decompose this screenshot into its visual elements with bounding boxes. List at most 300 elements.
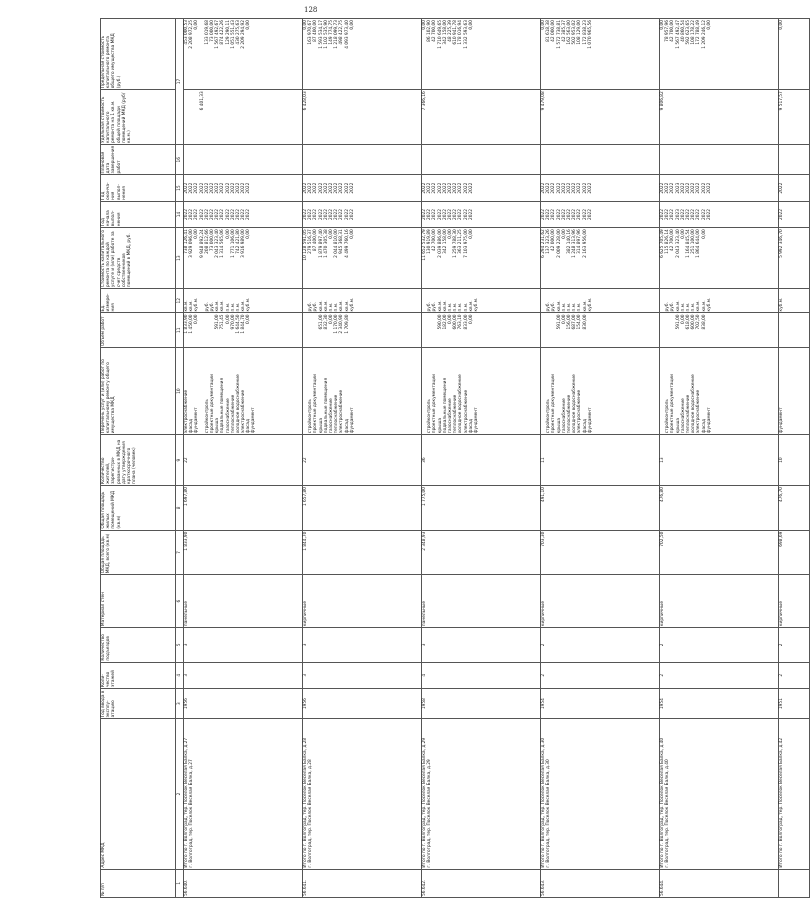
cost-cell-line: 0,00 (194, 229, 200, 239)
column-number-cell: 13 (176, 228, 184, 289)
volume-cell-line: 751,45 (220, 314, 226, 330)
year-end-cell (660, 175, 779, 201)
year-end-cell-line: 2022 (468, 182, 474, 194)
cost-cell (541, 228, 660, 289)
volume-cell-line: 838,00 (701, 314, 707, 330)
cost-cell-line: 945 368,31 (339, 229, 345, 254)
year-end-cell-line: 2022 (453, 182, 459, 194)
wall-material-cell: панельные (422, 575, 541, 628)
volume-cell-line: 591,00 (215, 314, 221, 330)
cost-cell-line: 137 323,26 (546, 229, 552, 254)
cost-cell-line: 7 103 975,00 (463, 229, 469, 258)
year-end-cell-line: 2022 (551, 182, 557, 194)
table-row (541, 19, 660, 898)
cost-cell-line: 87 400,00 (313, 229, 319, 252)
works-cell-line: проектные документации (670, 374, 676, 434)
limit-cost-cell (541, 19, 660, 90)
works-cell-line: фасад (189, 418, 195, 434)
year-end-cell (184, 175, 303, 201)
row-number: 56.641. (303, 869, 422, 897)
works-cell-line: электроснабжение (339, 389, 345, 434)
year-built-cell: 1951 (779, 688, 810, 718)
unit-cost-cell-line: 9 806,82 (660, 91, 665, 111)
limit-cost-cell-line: 2 208 972,25 (189, 20, 195, 49)
limit-cost-cell-line: 42 000,00 (551, 20, 557, 42)
works-cell-line: проектные документации (432, 374, 438, 434)
unit-cell-line: руб. (427, 302, 433, 312)
unit-cell-line: кв.м. (339, 300, 345, 312)
limit-cost-cell-line: 172 788,49 (696, 20, 702, 45)
works-cell-line: теплоснабжение (453, 394, 459, 434)
header-cell: Перечень услуг и (или) работ по капитальному ремонту общего имущества МКД (101, 347, 176, 434)
year-end-cell-line: 2022 (308, 182, 314, 194)
limit-cost-cell (660, 19, 779, 90)
year-end-cell-line: 2022 (706, 182, 712, 194)
volume-cell-line: 830,00 (582, 314, 588, 330)
year-start-cell-line: 2022 (184, 209, 189, 220)
page-number: 128 (304, 6, 318, 14)
limit-cost-cell-line: 86 102,90 (427, 20, 433, 42)
table-row (660, 19, 779, 898)
living-area-cell: 491,10 (541, 485, 660, 530)
address-cell-line: Итого по г. Волгоград, тер. Поселок Веселая Балка, д.40 (660, 737, 665, 868)
wall-material-cell: панельные (184, 575, 303, 628)
year-start-cell-line: 2022 (339, 209, 345, 220)
volume-cell-line: 0,00 (225, 314, 231, 325)
unit-cell (541, 289, 660, 313)
year-end-cell-line: 2022 (577, 182, 583, 194)
limit-cost-cell (184, 19, 303, 90)
works-cell-line: фундамент (473, 407, 479, 434)
year-start-cell-line: 2022 (194, 209, 200, 220)
year-start-cell-line: 2022 (225, 209, 231, 220)
limit-cost-cell-line: 87 400,00 (313, 20, 319, 42)
unit-cell-line: п.м. (328, 302, 334, 312)
cost-cell-line: 3 929 096,00 (189, 229, 195, 258)
total-area-cell: 702,50 (660, 530, 779, 575)
entrances-cell: 3 (303, 628, 422, 663)
cost-cell-line: 1 164 845,54 (685, 229, 691, 258)
works-cell-line: фундамент (194, 407, 200, 434)
volume-cell-line: 1 844,70 (241, 314, 247, 334)
residents-cell: 13 (660, 435, 779, 486)
volume-cell-line: 702,50 (696, 314, 702, 330)
works-cell (660, 347, 779, 434)
header-cell: Адрес МКД (101, 719, 176, 869)
entrances-cell: 3 (184, 628, 303, 663)
works-cell-line: газоснабжение (328, 398, 334, 434)
unit-cost-cell-line: 6 428,03 (303, 91, 308, 111)
header-cell: Общая площадь МКД, всего (кв.м) (101, 530, 176, 575)
volume-cell-line: 182,00 (442, 314, 448, 330)
year-start-cell-line (474, 203, 479, 226)
volume-cell-line: 0,00 (561, 314, 567, 325)
works-cell (541, 347, 660, 434)
row-number (779, 869, 810, 897)
year-start-cell-line: 2022 (665, 209, 671, 220)
column-number-cell: 15 (176, 175, 184, 201)
unit-cell-line: п.м. (680, 302, 686, 312)
year-end-cell-line: 2022 (437, 182, 443, 194)
works-cell-line: крыша (556, 417, 562, 434)
year-end-cell-line: 2022 (541, 182, 546, 194)
limit-cost-cell-line: 1 567 492,47 (675, 20, 681, 49)
unit-cost-cell-line (350, 91, 355, 143)
works-cell-line: фасад (344, 418, 350, 434)
volume-cell-line: 154,00 (577, 314, 583, 330)
total-area-cell: 703,30 (541, 530, 660, 575)
address-cell (422, 719, 541, 869)
volume-cell-line: 1 450,00 (189, 314, 195, 334)
year-end-cell-line: 2022 (691, 182, 697, 194)
limit-cost-cell-line: 1 593 534,17 (318, 20, 324, 49)
unit-cell-line: п.м. (230, 302, 236, 312)
unit-cell-line: руб. (551, 302, 557, 312)
year-end-cell-line: 2022 (458, 182, 464, 194)
volume-cell-line: 1 644,50 (235, 314, 241, 334)
cost-cell-line: 363 211,25 (458, 229, 464, 254)
unit-cell-line: руб. (308, 302, 314, 312)
floors-cell: 2 (660, 662, 779, 688)
column-number-row (176, 19, 184, 898)
year-end-cell-line: 2022 (587, 182, 593, 194)
cost-cell (660, 228, 779, 289)
limit-cost-cell-line: 0,00 (779, 20, 784, 30)
unit-cost-cell (541, 90, 660, 145)
year-end-cell (422, 175, 541, 201)
year-start-cell-line: 2022 (246, 209, 252, 220)
cost-cell-line: 1 248 313,96 (572, 229, 578, 258)
address-cell-line: Итого по г. Волгоград, тер. Поселок Веселая Балка, д.28 (303, 737, 308, 868)
works-cell-line: подвальные помещения (220, 377, 226, 434)
volume-cell-line: 0,00 (328, 314, 334, 325)
year-start-cell-line: 2022 (458, 209, 464, 220)
works-cell (303, 347, 422, 434)
works-cell-line: фундамент (251, 407, 257, 434)
volume-cell-line: 600,00 (453, 314, 459, 330)
works-cell-line: газоснабжение (447, 398, 453, 434)
works-cell (779, 347, 810, 434)
cost-cell-line: 382 140,16 (566, 229, 572, 254)
address-cell-line: Итого по г. Волгоград, тер. Поселок Веселая Балка, д.29 (422, 737, 427, 868)
year-start-cell-line: 2022 (432, 209, 438, 220)
year-end-cell-line: 2022 (680, 182, 686, 194)
residents-cell: 36 (422, 435, 541, 486)
year-start-cell (303, 201, 422, 227)
works-cell-line: стройконтроль (308, 399, 314, 434)
year-start-cell-line: 2022 (587, 209, 593, 220)
address-cell (184, 719, 303, 869)
year-end-cell-line: 2022 (215, 182, 221, 194)
limit-cost-cell-line: 1 710 649,65 (437, 20, 443, 49)
year-start-cell-line: 2022 (706, 209, 712, 220)
year-start-cell (660, 201, 779, 227)
year-start-cell-line: 2022 (189, 209, 195, 220)
year-start-cell-line: 2022 (541, 209, 546, 220)
year-start-cell-line: 2022 (691, 209, 697, 220)
living-area-cell: 476,70 (779, 485, 810, 530)
year-start-cell-line: 2022 (572, 209, 578, 220)
year-end-cell-line: 2022 (328, 182, 334, 194)
unit-cell-line: п.м. (685, 302, 691, 312)
cost-cell-line: 42 700,00 (670, 229, 676, 252)
works-cell-line: крыша (437, 417, 443, 434)
limit-cost-cell-line: 172 838,23 (582, 20, 588, 45)
cost-cell-line: 2 009 228,00 (556, 229, 562, 258)
limit-cost-cell-line: 874 422,26 (220, 20, 226, 45)
column-number-cell: 4 (176, 662, 184, 688)
unit-cell-line: кв.м. (556, 300, 562, 312)
year-end-cell-line: 2022 (696, 182, 702, 194)
cost-cell-line: 0,00 (447, 229, 453, 239)
volume-cell (184, 313, 303, 348)
column-number-cell: 3 (176, 688, 184, 718)
year-end-cell-line: 2022 (427, 182, 433, 194)
works-cell-line: газоснабжение (225, 398, 231, 434)
year-start-cell-line: 2022 (447, 209, 453, 220)
unit-cell-line: кв.м. (318, 300, 324, 312)
limit-cost-cell (303, 19, 422, 90)
unit-cell-line: кв.м. (184, 300, 189, 312)
cost-cell-line: 11 652 532,79 (422, 229, 427, 261)
year-start-cell-line: 2022 (442, 209, 448, 220)
year-end-cell-line: 2022 (422, 182, 427, 194)
cost-cell (184, 228, 303, 289)
residents-cell: 22 (184, 435, 303, 486)
address-cell (779, 719, 810, 869)
unit-cost-cell-line (707, 91, 712, 143)
floors-cell: 2 (779, 662, 810, 688)
unit-cell-line: п.м. (235, 302, 241, 312)
year-start-cell-line: 2022 (551, 209, 557, 220)
year-start-cell-line: 2022 (577, 209, 583, 220)
unit-cell-line: кв.м. (344, 300, 350, 312)
unit-cell-line: куб.м. (194, 297, 200, 312)
works-cell-line: фасад (246, 418, 252, 434)
volume-cell (541, 313, 660, 348)
unit-cell-line: п.м. (577, 302, 583, 312)
living-area-cell: 476,80 (660, 485, 779, 530)
volume-cell-line: 600,00 (691, 314, 697, 330)
year-end-cell-line: 2022 (349, 182, 355, 194)
works-cell-line: фундамент (349, 407, 355, 434)
header-cell: Материал стен (101, 575, 176, 628)
limit-cost-cell-line: 453 000,53 (184, 20, 189, 45)
unit-cost-cell-line (251, 91, 256, 143)
year-end-cell-line: 2022 (572, 182, 578, 194)
unit-cell-line: п.м. (458, 302, 464, 312)
limit-cost-cell-line: 0,00 (660, 20, 665, 30)
table-row (779, 19, 810, 898)
year-built-cell: 1954 (660, 688, 779, 718)
unit-cell-line (251, 290, 256, 311)
limit-cost-cell-line: 1 218 099,73 (334, 20, 340, 49)
unit-cell-line: куб.м. (473, 297, 479, 312)
column-number-cell: 9 (176, 435, 184, 486)
limit-cost-cell-line: 78 957,96 (665, 20, 671, 42)
limit-cost-cell-line: 178 016,94 (458, 20, 464, 45)
volume-cell-line: 591,00 (675, 314, 681, 330)
cost-cell-line: 2 039 886,00 (437, 229, 443, 258)
limit-cost-cell-line: 0,00 (422, 20, 427, 30)
year-end-cell-line: 2022 (241, 182, 247, 194)
volume-cell-line: 590,00 (437, 314, 443, 330)
limit-cost-cell-line: 108 178,22 (691, 20, 697, 45)
year-start-cell-line: 2023 (675, 209, 681, 220)
year-end-cell-line: 2022 (318, 182, 324, 194)
unit-cost-cell (303, 90, 422, 145)
unit-cell-line: куб.м. (246, 297, 252, 312)
year-start-cell-line: 2022 (685, 209, 691, 220)
row-number: 56.642. (422, 869, 541, 897)
header-cell: Год начала выпол-нения (101, 201, 176, 227)
year-start-cell-line: 2022 (318, 209, 324, 220)
unit-cell-line: куб.м. (779, 297, 784, 312)
works-cell-line: крыша (675, 417, 681, 434)
volume-cell-line (474, 314, 479, 346)
year-end-cell-line: 2022 (194, 182, 200, 194)
unit-cell-line: п.м. (566, 302, 572, 312)
unit-cell-line: кв.м. (701, 300, 707, 312)
unit-cost-cell-line (588, 91, 593, 143)
year-end-cell-line: 2022 (344, 182, 350, 194)
year-start-cell-line: 2022 (308, 209, 314, 220)
unit-cost-cell (422, 90, 541, 145)
year-end-cell-line: 2022 (670, 182, 676, 194)
volume-cell-line: 687,00 (572, 314, 578, 330)
year-start-cell-line: 2022 (660, 209, 665, 220)
year-start-cell-line: 2022 (323, 209, 329, 220)
year-start-cell-line: 2022 (696, 209, 702, 220)
volume-cell-line: 2 340,90 (339, 314, 345, 334)
year-end-cell-line: 2022 (779, 182, 784, 194)
year-start-cell (541, 201, 660, 227)
limit-cost-cell-line: 42 385,37 (561, 20, 567, 42)
cost-cell-line: 0,00 (246, 229, 252, 239)
works-cell-line: холодное водоснабжение (458, 374, 464, 434)
cost-cell-line: 279 516,37 (308, 229, 314, 254)
limit-cost-cell-line: 108 129,00 (577, 20, 583, 45)
works-cell-line: теплоснабжение (566, 394, 572, 434)
unit-cell-line: п.м. (225, 302, 231, 312)
limit-cost-cell-line: 40 860,54 (680, 20, 686, 42)
cost-cell-line: 4 499 760,16 (344, 229, 350, 258)
volume-cell-line: 0,00 (468, 314, 474, 325)
year-start-cell-line: 2022 (546, 209, 552, 220)
works-cell-line: подвальные помещения (323, 377, 329, 434)
cost-cell-line: 1 470 305,38 (323, 229, 329, 258)
year-start-cell-line: 2022 (209, 209, 215, 220)
year-end-cell-line: 2022 (442, 182, 448, 194)
cost-cell-line: 0,00 (701, 229, 707, 239)
works-cell-line: электроснабжение (463, 389, 469, 434)
cost-cell-line: 1 879 897,40 (318, 229, 324, 258)
year-end-cell (541, 175, 660, 201)
year-end-cell-line: 2022 (235, 182, 241, 194)
unit-cell-line: кв.м. (437, 300, 443, 312)
residents-cell: 22 (303, 435, 422, 486)
cost-cell-line: 314 897,96 (577, 229, 583, 254)
living-area-cell: 1 697,80 (184, 485, 303, 530)
year-built-cell: 1956 (184, 688, 303, 718)
planned-date-cell (303, 145, 422, 175)
limit-cost-cell-line: 81 618,38 (546, 20, 552, 42)
planned-date-cell (422, 145, 541, 175)
works-cell-line: фасад (582, 418, 588, 434)
limit-cost-cell-line: 1 572 738,81 (556, 20, 562, 49)
year-end-cell-line: 2022 (323, 182, 329, 194)
limit-cost-cell-line (251, 20, 256, 88)
address-cell-line: г. Волгоград, тер. Поселок Веселая Балка, д.30 (546, 759, 552, 868)
limit-cost-cell-line: 0,00 (303, 20, 308, 30)
year-start-cell-line: 2022 (670, 209, 676, 220)
unit-cell-line: руб. (670, 302, 676, 312)
unit-cell-line: руб. (313, 302, 319, 312)
unit-cost-cell-line: 7 366,16 (422, 91, 427, 111)
year-start-cell-line: 2022 (204, 209, 210, 220)
unit-cell-line: кв.м. (215, 300, 221, 312)
unit-cell-line: куб.м. (587, 297, 593, 312)
header-cell: Количество подъездов (101, 628, 176, 663)
column-number-cell: 1 (176, 869, 184, 897)
year-end-cell-line: 2022 (189, 182, 195, 194)
volume-cell-line: 1 170,00 (334, 314, 340, 334)
limit-cost-cell-line: 1 051 551,43 (230, 20, 236, 49)
year-end-cell-line: 2022 (339, 182, 345, 194)
address-cell (303, 719, 422, 869)
header-cell: Стоимость капитального ремонта по каждой услуге и (или) работе за счет средств собственников помещений в МКД, руб. (101, 228, 176, 289)
works-cell-line: стройконтроль (204, 399, 210, 434)
volume-cell-line: 763,10 (458, 314, 464, 330)
volume-cell-line (350, 314, 355, 346)
works-cell-line: проектные документации (209, 374, 215, 434)
year-start-cell-line: 2022 (680, 209, 686, 220)
table-row (303, 19, 422, 898)
unit-cell-line: п.м. (561, 302, 567, 312)
year-end-cell-line: 2022 (184, 182, 189, 194)
row-number: 56.643. (541, 869, 660, 897)
header-row (101, 19, 176, 898)
year-end-cell (303, 175, 422, 201)
works-cell-line: фундамент (706, 407, 712, 434)
limit-cost-cell-line: 42 700,00 (432, 20, 438, 42)
unit-cost-cell-line: 6 401,33 (199, 91, 205, 111)
works-cell-line: стройконтроль (665, 399, 671, 434)
address-cell-line: г. Волгоград, тер. Поселок Веселая Балка, д.40 (665, 759, 671, 868)
entrances-cell: 2 (779, 628, 810, 663)
year-end-cell-line: 2022 (303, 182, 308, 194)
cost-cell-line: 10 128 591,05 (303, 229, 308, 261)
year-end-cell-line (474, 176, 479, 199)
unit-cost-cell-line: 9 479,08 (541, 91, 546, 111)
column-number-cell: 14 (176, 201, 184, 227)
cost-cell-line (251, 229, 256, 287)
limit-cost-cell-line: 2 209 294,92 (241, 20, 247, 49)
year-end-cell-line: 2022 (561, 182, 567, 194)
works-cell-line: фундамент (779, 407, 784, 434)
year-end-cell-line: 2022 (230, 182, 236, 194)
unit-cell-line: кв.м. (323, 300, 329, 312)
unit-cost-cell (779, 90, 810, 145)
cost-cell-line: 1 864 644,00 (696, 229, 702, 258)
year-start-cell-line: 2022 (561, 209, 567, 220)
column-number-cell: 16 (176, 145, 184, 175)
works-cell-line: газоснабжение (561, 398, 567, 434)
wall-material-cell: кирпичные (541, 575, 660, 628)
year-start-cell-line: 2022 (328, 209, 334, 220)
limit-cost-cell-line: 42 700,00 (670, 20, 676, 42)
volume-cell (303, 313, 422, 348)
